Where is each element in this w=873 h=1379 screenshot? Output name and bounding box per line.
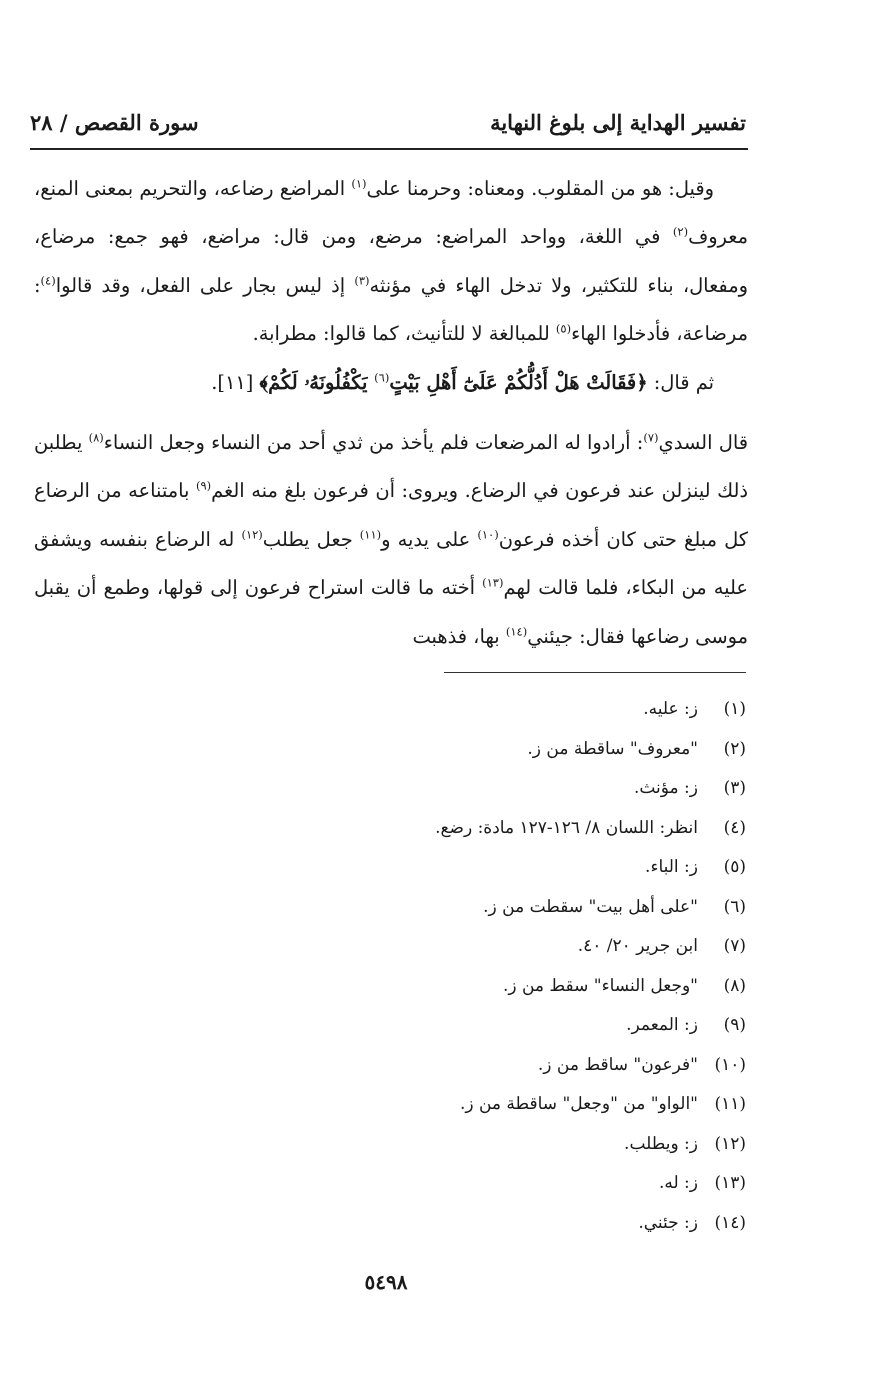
footnote-item — [300, 1006, 746, 1046]
header-divider — [30, 148, 748, 150]
footnote-marker-1: (١) — [351, 176, 367, 191]
footnote-number: (٥) — [723, 857, 746, 877]
footnote-marker-7: (٧) — [643, 430, 659, 445]
footnote-number: (١٤) — [714, 1212, 746, 1233]
text-run: أخته ما قالت استراح فرعون إلى قولها، وطمع أن يقبل موسى رضاعها فقال: جيئني — [34, 576, 748, 648]
footnote-item — [300, 769, 746, 809]
footnote-marker-11: (١١) — [359, 527, 382, 542]
footnote-text: "على أهل بيت" سقطت من ز. — [483, 896, 698, 917]
footnote-text: ز: جئني. — [638, 1212, 698, 1233]
quran-verse-text: ﴿فَقَالَتْ هَلْ أَدُلُّكُمْ عَلَىٰٓ أَهْلِ بَيْتٍ — [389, 370, 648, 394]
text-run: على يديه و — [381, 527, 478, 551]
text-run: يطلبن ذلك لينزلن عند فرعون في الرضاع. ويروى: أن فرعون بلغ منه الغم — [34, 431, 748, 503]
footnote-text: "الواو" من "وجعل" ساقطة من ز. — [459, 1094, 698, 1114]
footnote-text: "فرعون" ساقط من ز. — [537, 1054, 698, 1075]
footnote-number: (٨) — [723, 975, 746, 996]
text-run: : مرضاعة، فأدخلوا الهاء — [34, 273, 748, 346]
footnote-divider — [444, 672, 746, 673]
footnote-number: (٦) — [723, 896, 746, 917]
footnote-text: ز: عليه. — [643, 699, 698, 719]
footnote-number: (٤) — [723, 817, 746, 838]
footnote-number: (٩) — [723, 1015, 746, 1035]
text-run: في اللغة، وواحد المراضع: مرضع، ومن قال: مراضع، فهو جمع: مرضاع، ومفعال، بناء للتكثير، ولا تدخل الهاء في مؤنثه — [34, 225, 748, 297]
footnote-number: (١٣) — [714, 1173, 746, 1193]
footnote-text: ز: مؤنث. — [633, 778, 698, 798]
page-number: ٥٤٩٨ — [364, 1270, 408, 1294]
footnote-marker-8: (٨) — [88, 430, 104, 445]
footnote-item — [300, 967, 746, 1007]
footnote-item — [300, 1164, 746, 1204]
text-run: المراضع رضاعه، والتحريم بمعنى المنع، معروف — [34, 177, 748, 249]
footnote-item — [300, 690, 746, 730]
footnote-number: (١٢) — [714, 1133, 746, 1154]
text-run: إذ ليس بجار على الفعل، وقد قالوا — [55, 273, 355, 297]
footnote-item — [300, 809, 746, 849]
footnote-item — [300, 1125, 746, 1165]
footnote-marker-9: (٩) — [195, 478, 212, 493]
footnote-marker-13: (١٣) — [482, 575, 504, 590]
footnotes-list — [300, 690, 746, 1243]
footnote-number: (٣) — [723, 778, 746, 798]
footnote-item — [300, 1204, 746, 1244]
text-run: للمبالغة لا للتأنيث، كما قالوا: مطرابة. — [252, 322, 556, 346]
quran-verse-text: يَكْفُلُونَهُۥ لَكُمْ﴾ — [259, 370, 375, 394]
text-run: جعل يطلب — [262, 527, 360, 551]
footnote-text: ز: ويطلب. — [624, 1133, 698, 1154]
text-run: له الرضاع بنفسه ويشفق عليه من البكاء، فلما قالت لهم — [34, 527, 748, 600]
footnote-number: (٧) — [723, 936, 746, 956]
footnote-marker-5: (٥) — [555, 321, 572, 336]
book-title: تفسير الهداية إلى بلوغ النهاية — [490, 109, 746, 135]
text-run: بها، فذهبت — [412, 624, 506, 648]
text-run: ثم قال: — [647, 370, 714, 394]
verse-number: [١١]. — [211, 370, 260, 394]
footnote-text: "معروف" ساقطة من ز. — [527, 738, 698, 759]
paragraph-1 — [34, 165, 748, 359]
footnote-marker-2: (٢) — [672, 224, 689, 239]
footnote-marker-4: (٤) — [40, 273, 56, 288]
footnote-item — [300, 1046, 746, 1086]
footnote-number: (٢) — [723, 738, 746, 759]
surah-label: سورة القصص / ٢٨ — [30, 109, 199, 135]
running-header — [30, 102, 746, 142]
footnote-item — [300, 888, 746, 928]
text-run: : أرادوا له المرضعات فلم يأخذ من ثدي أحد من النساء وجعل النساء — [103, 431, 644, 455]
footnote-marker-6: (٦) — [374, 370, 390, 385]
footnote-item — [300, 730, 746, 770]
footnote-text: ز: المعمر. — [626, 1015, 698, 1035]
footnote-text: ز: الباء. — [645, 857, 698, 877]
footnote-number: (١٠) — [714, 1054, 746, 1075]
paragraph-3 — [34, 419, 748, 661]
footnote-item — [300, 927, 746, 967]
footnote-number: (١١) — [714, 1094, 746, 1114]
footnote-marker-12: (١٢) — [241, 527, 263, 542]
footnote-marker-14: (١٤) — [505, 624, 528, 639]
text-run: بامتناعه من الرضاع كل مبلغ حتى كان أخذه فرعون — [34, 479, 748, 551]
footnote-text: ابن جرير ٢٠/ ٤٠. — [577, 936, 698, 956]
paragraph-2 — [34, 359, 748, 407]
footnote-marker-10: (١٠) — [477, 527, 499, 542]
footnote-item — [300, 1085, 746, 1125]
text-run: قال السدي — [658, 431, 748, 455]
footnote-text: "وجعل النساء" سقط من ز. — [502, 975, 698, 996]
footnote-number: (١) — [723, 699, 746, 719]
text-run: وقيل: هو من المقلوب. ومعناه: وحرمنا على — [366, 177, 714, 200]
footnote-text: ز: له. — [658, 1173, 698, 1193]
footnote-marker-3: (٣) — [354, 273, 370, 288]
footnote-text: انظر: اللسان ٨/ ١٢٦-١٢٧ مادة: رضع. — [435, 817, 698, 838]
main-text — [34, 165, 748, 661]
footnote-item — [300, 848, 746, 888]
